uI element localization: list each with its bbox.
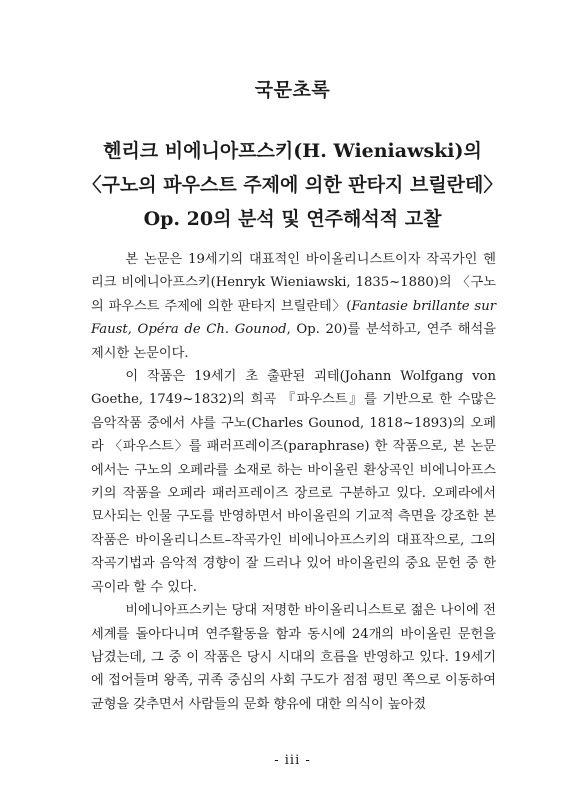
title-line-3: Op. 20의 분석 및 연주해석적 고찰 — [143, 208, 442, 230]
paragraph-1-text-a: 본 논문은 19세기의 대표적인 바이올리니스트이자 작곡가인 헨리크 비에니아프스키(Henryk Wieniawski, 1835~1880)의 〈구노의 파우스트 주제에 의한 판타지 브릴란테〉( — [91, 252, 496, 314]
abstract-heading: 국문초록 — [254, 79, 331, 101]
paragraph-2: 이 작품은 19세기 초 출판된 괴테(Johann Wolfgang von Goethe, 1749~1832)의 희곡 『파우스트』를 기반으로 한 수많은 음악작품 중에서 샤를 구노(Charles Gounod, 1818~1893)의 오페라 〈파우스트〉를 패러프레이즈(paraphrase) 한 작품으로, 본 논문에서는 구노의 오페라를 소재로 하는 바이올린 환상곡인 비에니아프스키의 작품을 오페라 패러프레이즈 장르로 구분하고 있다. 오페라에서 묘사되는 인물 구도를 반영하면서 바이올린의 기교적 측면을 강조한 본 작품은 바이올리니스트–작곡가인 비에니아프스키의 대표작으로, 그의 작곡기법과 음악적 경향이 잘 드러나 있어 바이올린의 중요 문헌 중 한 곡이라 할 수 있다. — [91, 369, 496, 595]
abstract-body — [91, 248, 496, 716]
paragraph-3: 비에니아프스키는 당대 저명한 바이올리니스트로 젊은 나이에 전 세계를 돌아다니며 연주활동을 함과 동시에 24개의 바이올린 문헌을 남겼는데, 그 중 이 작품은 당시 시대의 흐름을 반영하고 있다. 19세기에 접어들며 왕족, 귀족 중심의 사회 구도가 점점 평민 쪽으로 이동하여 균형을 갖추면서 사람들의 문화 향유에 대한 의식이 높아졌 — [91, 603, 496, 712]
paragraph-1 — [91, 248, 496, 365]
page-number: - iii - — [274, 753, 311, 768]
paragraph-1-text-b: , Op. 20)를 분석하고, 연주 해석을 제시한 논문이다. — [91, 322, 496, 361]
title-line-1: 헨리크 비에니아프스키(H. Wieniawski)의 — [103, 140, 482, 162]
title-line-2: 〈구노의 파우스트 주제에 의한 판타지 브릴란테〉 — [82, 174, 503, 196]
paragraph-1-italic-title: Fantasie brillante sur Faust, Opéra de Ch. Gounod — [91, 298, 496, 338]
